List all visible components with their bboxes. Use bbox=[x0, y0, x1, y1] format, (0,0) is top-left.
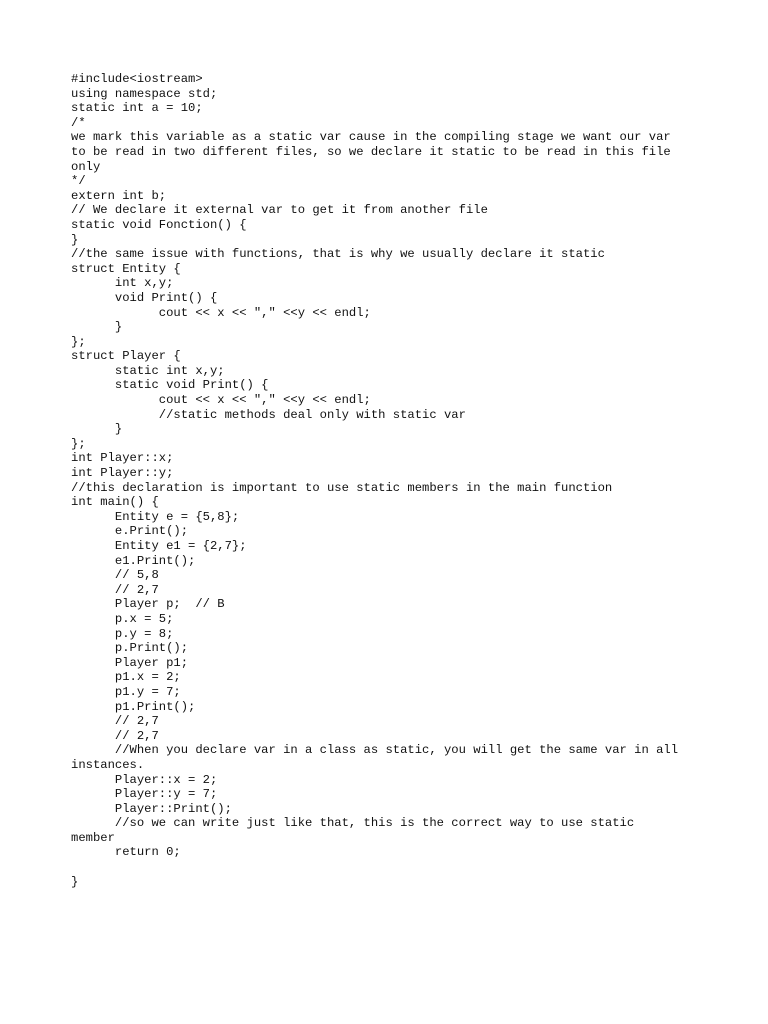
code-line: //so we can write just like that, this is the correct way to use static bbox=[71, 816, 635, 831]
code-line: // 2,7 bbox=[71, 728, 159, 743]
code-line: Player p1; bbox=[71, 655, 189, 670]
code-line: int Player::y; bbox=[71, 466, 174, 481]
code-line: cout << x << "," <<y << endl; bbox=[71, 393, 371, 408]
code-line bbox=[71, 860, 711, 875]
code-line: void Print() { bbox=[71, 290, 218, 305]
code-line: using namespace std; bbox=[71, 86, 218, 101]
code-line: // 2,7 bbox=[71, 582, 159, 597]
code-line: p1.Print(); bbox=[71, 699, 196, 714]
code-line: struct Entity { bbox=[71, 261, 181, 276]
code-line: //the same issue with functions, that is why we usually declare it static bbox=[71, 247, 605, 262]
code-line: p1.y = 7; bbox=[71, 684, 181, 699]
code-line: }; bbox=[71, 334, 86, 349]
code-line: //When you declare var in a class as static, you will get the same var in all bbox=[71, 743, 679, 758]
code-line: // 2,7 bbox=[71, 714, 159, 729]
code-listing bbox=[71, 72, 711, 889]
code-line: static int x,y; bbox=[71, 363, 225, 378]
code-line: p1.x = 2; bbox=[71, 670, 181, 685]
code-line: Player::Print(); bbox=[71, 801, 232, 816]
code-line: // We declare it external var to get it from another file bbox=[71, 203, 488, 218]
code-line: //this declaration is important to use static members in the main function bbox=[71, 480, 613, 495]
code-line: } bbox=[71, 320, 123, 335]
code-line: } bbox=[71, 232, 79, 247]
code-line: return 0; bbox=[71, 845, 181, 860]
code-line: /* bbox=[71, 115, 86, 130]
code-line: Player p; // B bbox=[71, 597, 225, 612]
code-line: e1.Print(); bbox=[71, 553, 196, 568]
code-line: Entity e = {5,8}; bbox=[71, 509, 240, 524]
code-line: p.x = 5; bbox=[71, 611, 174, 626]
code-line: we mark this variable as a static var cause in the compiling stage we want our var bbox=[71, 130, 671, 145]
code-line: int x,y; bbox=[71, 276, 174, 291]
code-line: static int a = 10; bbox=[71, 101, 203, 116]
code-line: p.y = 8; bbox=[71, 626, 174, 641]
code-line: extern int b; bbox=[71, 188, 167, 203]
code-line: to be read in two different files, so we declare it static to be read in this file bbox=[71, 144, 671, 159]
code-line: member bbox=[71, 830, 115, 845]
code-line: } bbox=[71, 422, 123, 437]
code-line: Player::x = 2; bbox=[71, 772, 218, 787]
code-line: struct Player { bbox=[71, 349, 181, 364]
code-line: e.Print(); bbox=[71, 524, 189, 539]
code-line: cout << x << "," <<y << endl; bbox=[71, 305, 371, 320]
code-line: int Player::x; bbox=[71, 451, 174, 466]
code-line: static void Print() { bbox=[71, 378, 269, 393]
code-line: #include<iostream> bbox=[71, 72, 203, 86]
code-line: }; bbox=[71, 436, 86, 451]
code-line: */ bbox=[71, 174, 86, 189]
code-line: p.Print(); bbox=[71, 641, 189, 656]
code-line: // 5,8 bbox=[71, 568, 159, 583]
code-line: } bbox=[71, 874, 79, 889]
code-line: int main() { bbox=[71, 495, 159, 510]
code-line: Entity e1 = {2,7}; bbox=[71, 539, 247, 553]
code-line: only bbox=[71, 159, 101, 174]
code-line: instances. bbox=[71, 757, 145, 772]
code-line: static void Fonction() { bbox=[71, 217, 247, 232]
code-line: //static methods deal only with static var bbox=[71, 407, 466, 422]
code-line: Player::y = 7; bbox=[71, 787, 218, 802]
